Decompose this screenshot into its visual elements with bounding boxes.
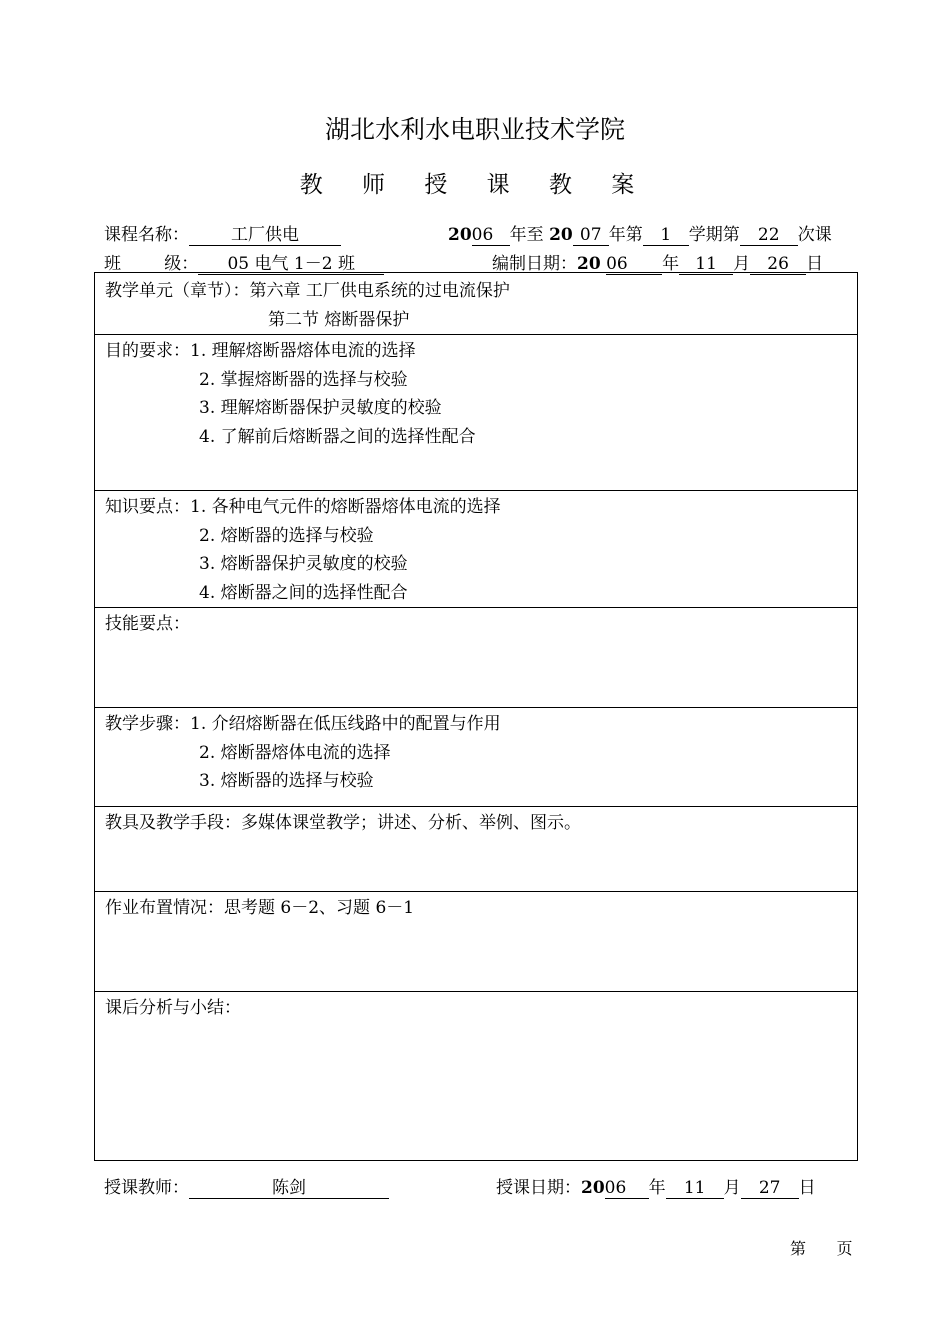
steps-label: 教学步骤： [105, 714, 190, 734]
unit-row [95, 273, 858, 335]
term-prefix: 年第 [608, 225, 643, 245]
lesson-suffix: 次课 [797, 225, 832, 245]
lecture-month-char: 月 [723, 1178, 741, 1198]
document-title: 教 师 授 课 教 案 [299, 172, 651, 198]
teacher-name: 陈剑 [189, 1178, 389, 1199]
teacher-label: 授课教师： [104, 1178, 189, 1198]
objectives-label: 目的要求： [105, 341, 190, 361]
lecture-date-row [496, 1173, 816, 1199]
lesson-plan-table [94, 272, 858, 1161]
lecture-year-prefix: 20 [581, 1178, 605, 1198]
term-number: 1 [643, 225, 689, 246]
knowledge-label: 知识要点： [105, 497, 190, 517]
knowledge-item: 2. 熔断器的选择与校验 [199, 525, 374, 546]
year-end-prefix: 20 [549, 225, 573, 245]
course-row [104, 220, 341, 246]
lesson-number: 22 [740, 225, 798, 246]
lecture-year: 06 [605, 1178, 649, 1199]
step-item: 3. 熔断器的选择与校验 [199, 771, 374, 791]
lecture-day: 27 [741, 1178, 799, 1199]
page-number: 第 页 [790, 1239, 853, 1258]
summary-label: 课后分析与小结： [105, 998, 241, 1018]
unit-chapter: 第六章 工厂供电系统的过电流保护 [249, 281, 510, 301]
institution-title: 湖北水利水电职业技术学院 [324, 115, 625, 144]
knowledge-row [95, 491, 858, 608]
term-row [448, 220, 832, 246]
compile-year-prefix: 20 [577, 254, 601, 274]
course-name: 工厂供电 [189, 225, 341, 246]
steps-row [95, 708, 858, 807]
skills-label: 技能要点： [105, 614, 190, 634]
year-start-prefix: 20 [448, 225, 472, 245]
compile-year: 06 [606, 254, 662, 275]
compile-month: 11 [679, 254, 733, 275]
homework-text: 作业布置情况：思考题 6－2、习题 6－1 [105, 898, 415, 918]
step-item: 2. 熔断器熔体电流的选择 [199, 742, 391, 763]
tools-text: 教具及教学手段：多媒体课堂教学；讲述、分析、举例、图示。 [105, 813, 581, 833]
unit-section: 第二节 熔断器保护 [268, 309, 410, 330]
year-end: 07 [573, 225, 609, 246]
class-label: 班 级： [104, 254, 199, 274]
year-char: 年 [662, 254, 680, 274]
step-item: 1. 介绍熔断器在低压线路中的配置与作用 [190, 714, 501, 734]
lecture-year-char: 年 [648, 1178, 666, 1198]
objective-item: 3. 理解熔断器保护灵敏度的校验 [199, 398, 442, 418]
compile-day: 26 [750, 254, 806, 275]
knowledge-item: 4. 熔断器之间的选择性配合 [199, 582, 408, 603]
unit-label: 教学单元（章节）： [105, 281, 250, 301]
homework-row [95, 892, 858, 992]
tools-row [95, 807, 858, 892]
class-name: 05 电气 1－2 班 [198, 254, 384, 275]
course-label: 课程名称： [104, 225, 189, 245]
objectives-row [95, 335, 858, 491]
summary-row [95, 992, 858, 1161]
lecture-day-char: 日 [798, 1178, 816, 1198]
year-to-text: 年至 [509, 225, 544, 245]
skills-row [95, 608, 858, 708]
year-start: 06 [471, 225, 494, 245]
objective-item: 4. 了解前后熔断器之间的选择性配合 [199, 426, 476, 447]
lecture-month: 11 [666, 1178, 724, 1199]
teacher-row [104, 1173, 389, 1199]
knowledge-item: 3. 熔断器保护灵敏度的校验 [199, 554, 408, 574]
objective-item: 2. 掌握熔断器的选择与校验 [199, 369, 408, 390]
objective-item: 1. 理解熔断器熔体电流的选择 [190, 341, 416, 361]
compile-label: 编制日期： [492, 254, 577, 274]
lesson-prefix: 学期第 [688, 225, 740, 245]
day-char: 日 [806, 254, 824, 274]
month-char: 月 [733, 254, 751, 274]
lecture-date-label: 授课日期： [496, 1178, 581, 1198]
knowledge-item: 1. 各种电气元件的熔断器熔体电流的选择 [190, 497, 501, 517]
